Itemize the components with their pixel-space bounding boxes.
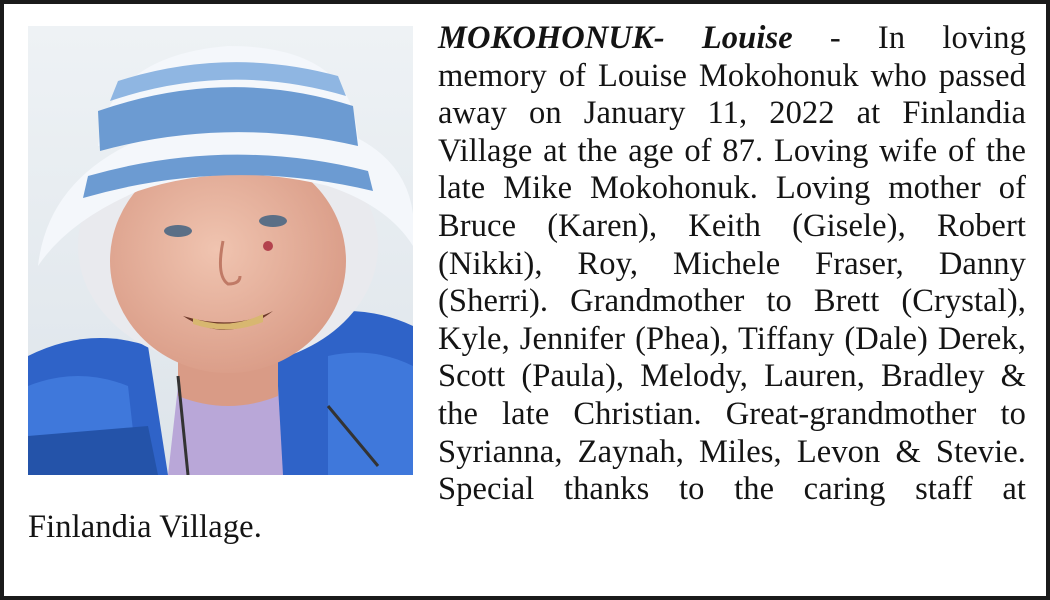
obituary-body: - In loving memory of Louise Mokohonuk who passed away on January 11, 2022 at Finlandia Village at the age of 87. Loving wife of the late Mike Mokohonuk. Loving mother of Bruce (Karen), Keith (Gisele), Robert (Nikki), Roy, Michele Fraser, Danny (Sherri). Grandmother to Brett (Crystal), Kyle, Jennifer (Phea), Tiffany (Dale) Derek, Scott (Paula), Melody, Lauren, Bradley & the late Christian. Great-grandmother to Syrianna, Zaynah, Miles, Levon & Stevie. Special thanks to the caring staff at Finlandia Village. (28, 20, 1027, 545)
obituary-heading: MOKOHONUK- Louise (438, 20, 793, 56)
obituary-text (28, 20, 1026, 546)
